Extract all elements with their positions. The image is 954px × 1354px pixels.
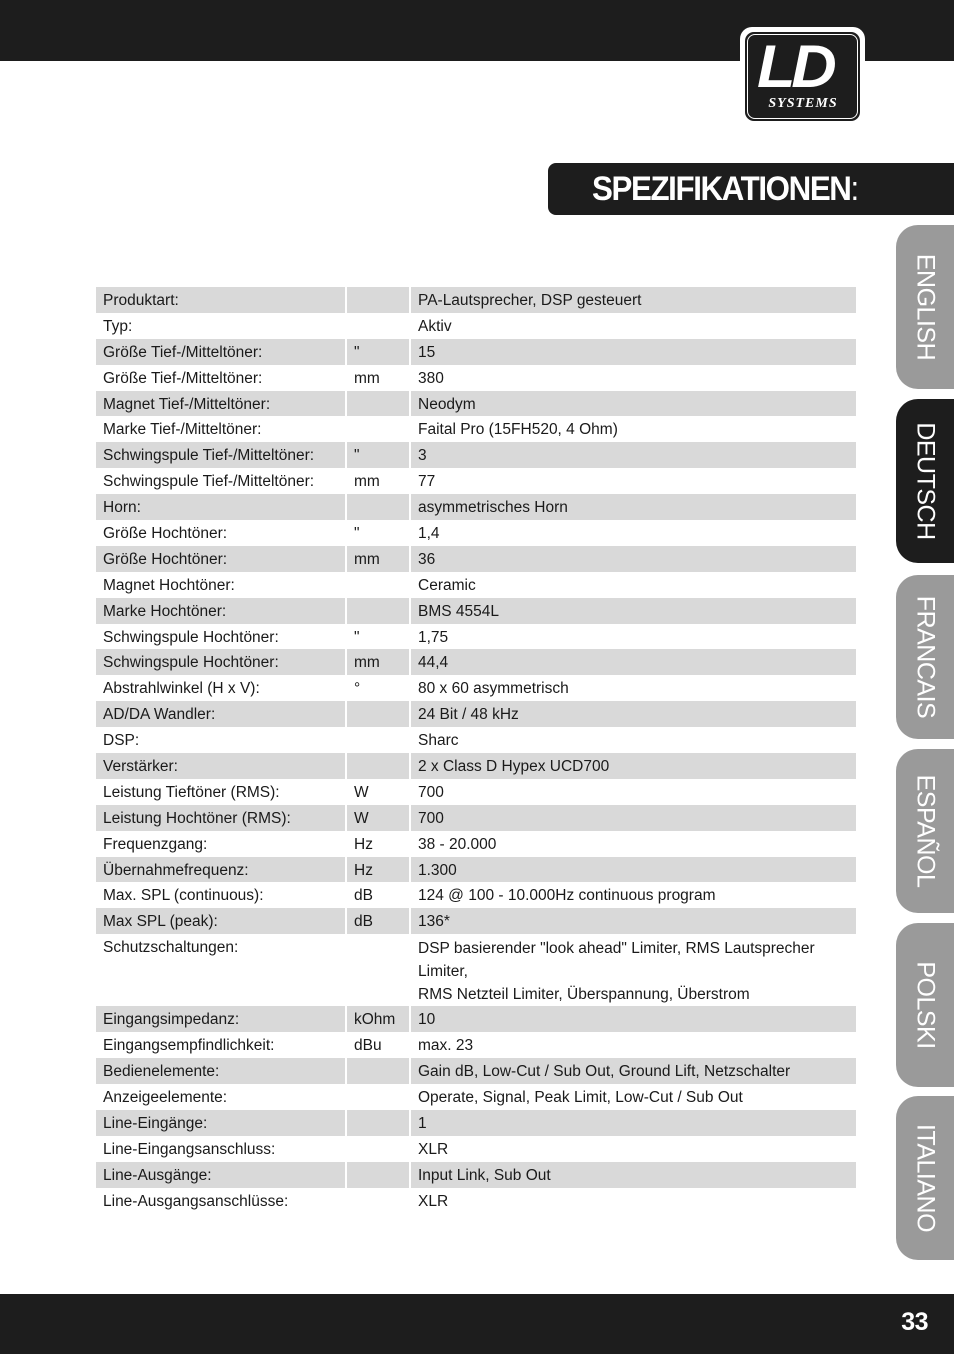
spec-value	[411, 675, 856, 701]
spec-value	[411, 416, 856, 442]
spec-value-line: Sharc	[418, 732, 459, 750]
table-row	[96, 520, 856, 546]
spec-label: Größe Tief-/Mitteltöner:	[103, 369, 263, 387]
spec-label: Schutzschaltungen:	[103, 939, 239, 957]
spec-value	[411, 468, 856, 494]
spec-value-line: 80 x 60 asymmetrisch	[418, 680, 569, 698]
spec-label: Größe Hochtöner:	[103, 525, 228, 543]
table-row	[96, 1188, 856, 1214]
table-row	[96, 1058, 856, 1084]
table-row	[96, 1084, 856, 1110]
spec-label: Schwingspule Tief-/Mitteltöner:	[103, 473, 315, 491]
spec-value-line: asymmetrisches Horn	[418, 499, 568, 517]
table-row	[96, 805, 856, 831]
spec-unit: mm	[354, 473, 380, 491]
page-number: 33	[901, 1308, 928, 1336]
spec-value	[411, 882, 856, 908]
spec-label: Line-Eingangsanschluss:	[103, 1140, 276, 1158]
bottom-bar	[0, 1294, 954, 1354]
spec-label: Bedienelemente:	[96, 1058, 345, 1084]
spec-value	[411, 1110, 856, 1136]
spec-label: Leistung Tieftöner (RMS):	[103, 783, 280, 801]
spec-value	[411, 624, 856, 650]
spec-unit: dBu	[354, 1037, 382, 1055]
spec-label: Max. SPL (continuous):	[103, 887, 264, 905]
spec-unit: "	[354, 525, 360, 543]
spec-unit: Hz	[347, 857, 409, 883]
spec-unit	[347, 1136, 409, 1162]
spec-unit	[347, 1058, 409, 1084]
spec-unit: mm	[347, 546, 409, 572]
table-row	[96, 1110, 856, 1136]
spec-unit	[347, 727, 409, 753]
spec-value-line: Ceramic	[418, 576, 476, 594]
spec-value	[411, 442, 856, 468]
spec-value-line: Input Link, Sub Out	[418, 1166, 551, 1184]
spec-unit: mm	[354, 369, 380, 387]
spec-label: Produktart:	[96, 287, 345, 313]
spec-label: Schwingspule Tief-/Mitteltöner:	[96, 442, 345, 468]
tab-language-label: ITALIANO	[911, 1123, 940, 1233]
spec-value	[411, 546, 856, 572]
spec-value-line: RMS Netzteil Limiter, Überspannung, Überstrom	[418, 986, 750, 1004]
spec-value-line: 36	[418, 550, 436, 568]
table-row	[96, 287, 856, 313]
spec-table	[96, 287, 856, 1213]
page-title-text: SPEZIFIKATIONEN	[592, 170, 851, 208]
table-row	[96, 624, 856, 650]
spec-label: Leistung Hochtöner (RMS):	[96, 805, 345, 831]
title-banner	[548, 163, 954, 215]
spec-label: Max SPL (peak):	[96, 908, 345, 934]
logo-background	[745, 32, 860, 121]
table-row	[96, 857, 856, 883]
table-row	[96, 727, 856, 753]
spec-value-line: 44,4	[418, 654, 449, 672]
table-row	[96, 701, 856, 727]
spec-label: Größe Hochtöner:	[96, 546, 345, 572]
spec-unit: °	[354, 680, 361, 698]
spec-value	[411, 831, 856, 857]
spec-label: Eingangsimpedanz:	[96, 1006, 345, 1032]
spec-value-line: Gain dB, Low-Cut / Sub Out, Ground Lift, Netzschalter	[418, 1063, 791, 1081]
spec-unit	[347, 598, 409, 624]
spec-value-line: XLR	[418, 1192, 449, 1210]
spec-label: DSP:	[103, 732, 140, 750]
spec-value-line: Neodym	[418, 395, 476, 413]
spec-value	[411, 1084, 856, 1110]
tab-language-1[interactable]	[896, 399, 954, 563]
spec-label: Line-Ausgangsanschlüsse:	[103, 1192, 289, 1210]
logo-sub-text: SYSTEMS	[768, 96, 838, 111]
table-row	[96, 1162, 856, 1188]
table-row	[96, 339, 856, 365]
spec-value-line: 15	[418, 343, 436, 361]
table-row	[96, 908, 856, 934]
spec-unit	[347, 1162, 409, 1188]
table-row	[96, 675, 856, 701]
spec-value	[411, 908, 856, 934]
spec-value	[411, 934, 856, 1006]
spec-label: Marke Tief-/Mitteltöner:	[103, 421, 262, 439]
spec-label: Frequenzgang:	[103, 835, 208, 853]
spec-label: Verstärker:	[96, 753, 345, 779]
spec-value-line: 380	[418, 369, 444, 387]
page-title	[592, 169, 858, 209]
spec-label: Übernahmefrequenz:	[96, 857, 345, 883]
spec-value-line: 10	[418, 1011, 436, 1029]
spec-value	[411, 727, 856, 753]
tab-language-5[interactable]	[896, 1096, 954, 1260]
spec-value-line: DSP basierender "look ahead" Limiter, RMS Lautsprecher Limiter,	[418, 940, 815, 981]
spec-label: Horn:	[96, 494, 345, 520]
logo-main-text: LD	[757, 33, 833, 100]
spec-value	[411, 701, 856, 727]
spec-unit	[347, 1084, 409, 1110]
spec-value-line: 1	[418, 1114, 427, 1132]
spec-label: Eingangsempfindlichkeit:	[103, 1037, 275, 1055]
page-title-colon: :	[850, 170, 858, 208]
spec-unit	[347, 753, 409, 779]
table-row	[96, 416, 856, 442]
tab-language-3[interactable]	[896, 749, 954, 913]
spec-value	[411, 1006, 856, 1032]
spec-value	[411, 598, 856, 624]
spec-value-line: XLR	[418, 1140, 449, 1158]
table-row	[96, 882, 856, 908]
table-row	[96, 572, 856, 598]
spec-label: AD/DA Wandler:	[96, 701, 345, 727]
spec-unit	[347, 1110, 409, 1136]
table-row	[96, 546, 856, 572]
table-row	[96, 468, 856, 494]
spec-value	[411, 1188, 856, 1214]
spec-value	[411, 391, 856, 417]
spec-value	[411, 805, 856, 831]
tab-language-0[interactable]	[896, 225, 954, 389]
spec-label: Line-Ausgänge:	[96, 1162, 345, 1188]
spec-label: Größe Tief-/Mitteltöner:	[96, 339, 345, 365]
table-row	[96, 753, 856, 779]
spec-value-line: 1,4	[418, 525, 440, 543]
tab-language-label: ESPAÑOL	[911, 774, 940, 888]
spec-value-line: BMS 4554L	[418, 602, 499, 620]
spec-value	[411, 857, 856, 883]
table-row	[96, 1032, 856, 1058]
table-row	[96, 494, 856, 520]
spec-unit: "	[347, 339, 409, 365]
spec-unit	[347, 701, 409, 727]
table-row	[96, 391, 856, 417]
table-row	[96, 442, 856, 468]
spec-value	[411, 779, 856, 805]
spec-value	[411, 1162, 856, 1188]
spec-value-line: 38 - 20.000	[418, 835, 497, 853]
table-row	[96, 649, 856, 675]
spec-value-line: 700	[418, 809, 444, 827]
spec-value	[411, 753, 856, 779]
spec-label: Marke Hochtöner:	[96, 598, 345, 624]
spec-value-line: Operate, Signal, Peak Limit, Low-Cut / Sub Out	[418, 1088, 743, 1106]
spec-label: Anzeigeelemente:	[103, 1088, 228, 1106]
table-row	[96, 779, 856, 805]
spec-label: Schwingspule Hochtöner:	[103, 628, 279, 646]
table-row	[96, 934, 856, 1006]
spec-value-line: 136*	[418, 913, 450, 931]
spec-label: Schwingspule Hochtöner:	[96, 649, 345, 675]
table-row	[96, 313, 856, 339]
spec-value	[411, 572, 856, 598]
spec-value-line: 2 x Class D Hypex UCD700	[418, 758, 610, 776]
spec-value	[411, 287, 856, 313]
spec-value	[411, 1032, 856, 1058]
spec-value	[411, 494, 856, 520]
spec-unit	[347, 287, 409, 313]
spec-label: Magnet Hochtöner:	[103, 576, 235, 594]
spec-label: Magnet Tief-/Mitteltöner:	[96, 391, 345, 417]
spec-value-line: max. 23	[418, 1037, 474, 1055]
spec-unit: Hz	[354, 835, 373, 853]
spec-value-line: 3	[418, 447, 427, 465]
table-row	[96, 1136, 856, 1162]
spec-value-line: Aktiv	[418, 317, 452, 335]
table-row	[96, 365, 856, 391]
tab-language-label: POLSKI	[911, 961, 940, 1049]
spec-value-line: Faital Pro (15FH520, 4 Ohm)	[418, 421, 618, 439]
spec-value-line: 77	[418, 473, 436, 491]
spec-value	[411, 365, 856, 391]
spec-value	[411, 339, 856, 365]
spec-unit: W	[347, 805, 409, 831]
spec-unit	[347, 416, 409, 442]
spec-unit: dB	[354, 887, 373, 905]
spec-value	[411, 313, 856, 339]
spec-unit: dB	[347, 908, 409, 934]
table-row	[96, 831, 856, 857]
spec-value-line: PA-Lautsprecher, DSP gesteuert	[418, 292, 642, 309]
spec-value-line: 24 Bit / 48 kHz	[418, 706, 519, 724]
spec-unit: mm	[347, 649, 409, 675]
spec-value	[411, 1136, 856, 1162]
spec-unit	[347, 313, 409, 339]
spec-unit: kOhm	[347, 1006, 409, 1032]
spec-value	[411, 1058, 856, 1084]
spec-unit	[347, 572, 409, 598]
spec-label: Abstrahlwinkel (H x V):	[103, 680, 260, 698]
spec-value-line: 1,75	[418, 628, 449, 646]
spec-unit	[347, 934, 409, 1006]
spec-unit: W	[354, 783, 369, 801]
spec-value	[411, 520, 856, 546]
spec-unit: "	[354, 628, 360, 646]
spec-value-line: 700	[418, 783, 444, 801]
table-row	[96, 598, 856, 624]
table-row	[96, 1006, 856, 1032]
spec-value-line: 1.300	[418, 861, 457, 879]
ld-systems-logo	[740, 27, 865, 126]
spec-unit	[347, 494, 409, 520]
tab-language-2[interactable]	[896, 575, 954, 739]
tab-language-4[interactable]	[896, 923, 954, 1087]
spec-value	[411, 649, 856, 675]
spec-unit	[347, 1188, 409, 1214]
spec-label: Typ:	[103, 317, 133, 335]
spec-unit: "	[347, 442, 409, 468]
spec-value-line: 124 @ 100 - 10.000Hz continuous program	[418, 887, 716, 905]
spec-label: Line-Eingänge:	[96, 1110, 345, 1136]
spec-unit	[347, 391, 409, 417]
tab-language-label: ENGLISH	[911, 253, 940, 361]
tab-language-label: DEUTSCH	[911, 422, 940, 540]
tab-language-label: FRANCAIS	[911, 595, 940, 719]
